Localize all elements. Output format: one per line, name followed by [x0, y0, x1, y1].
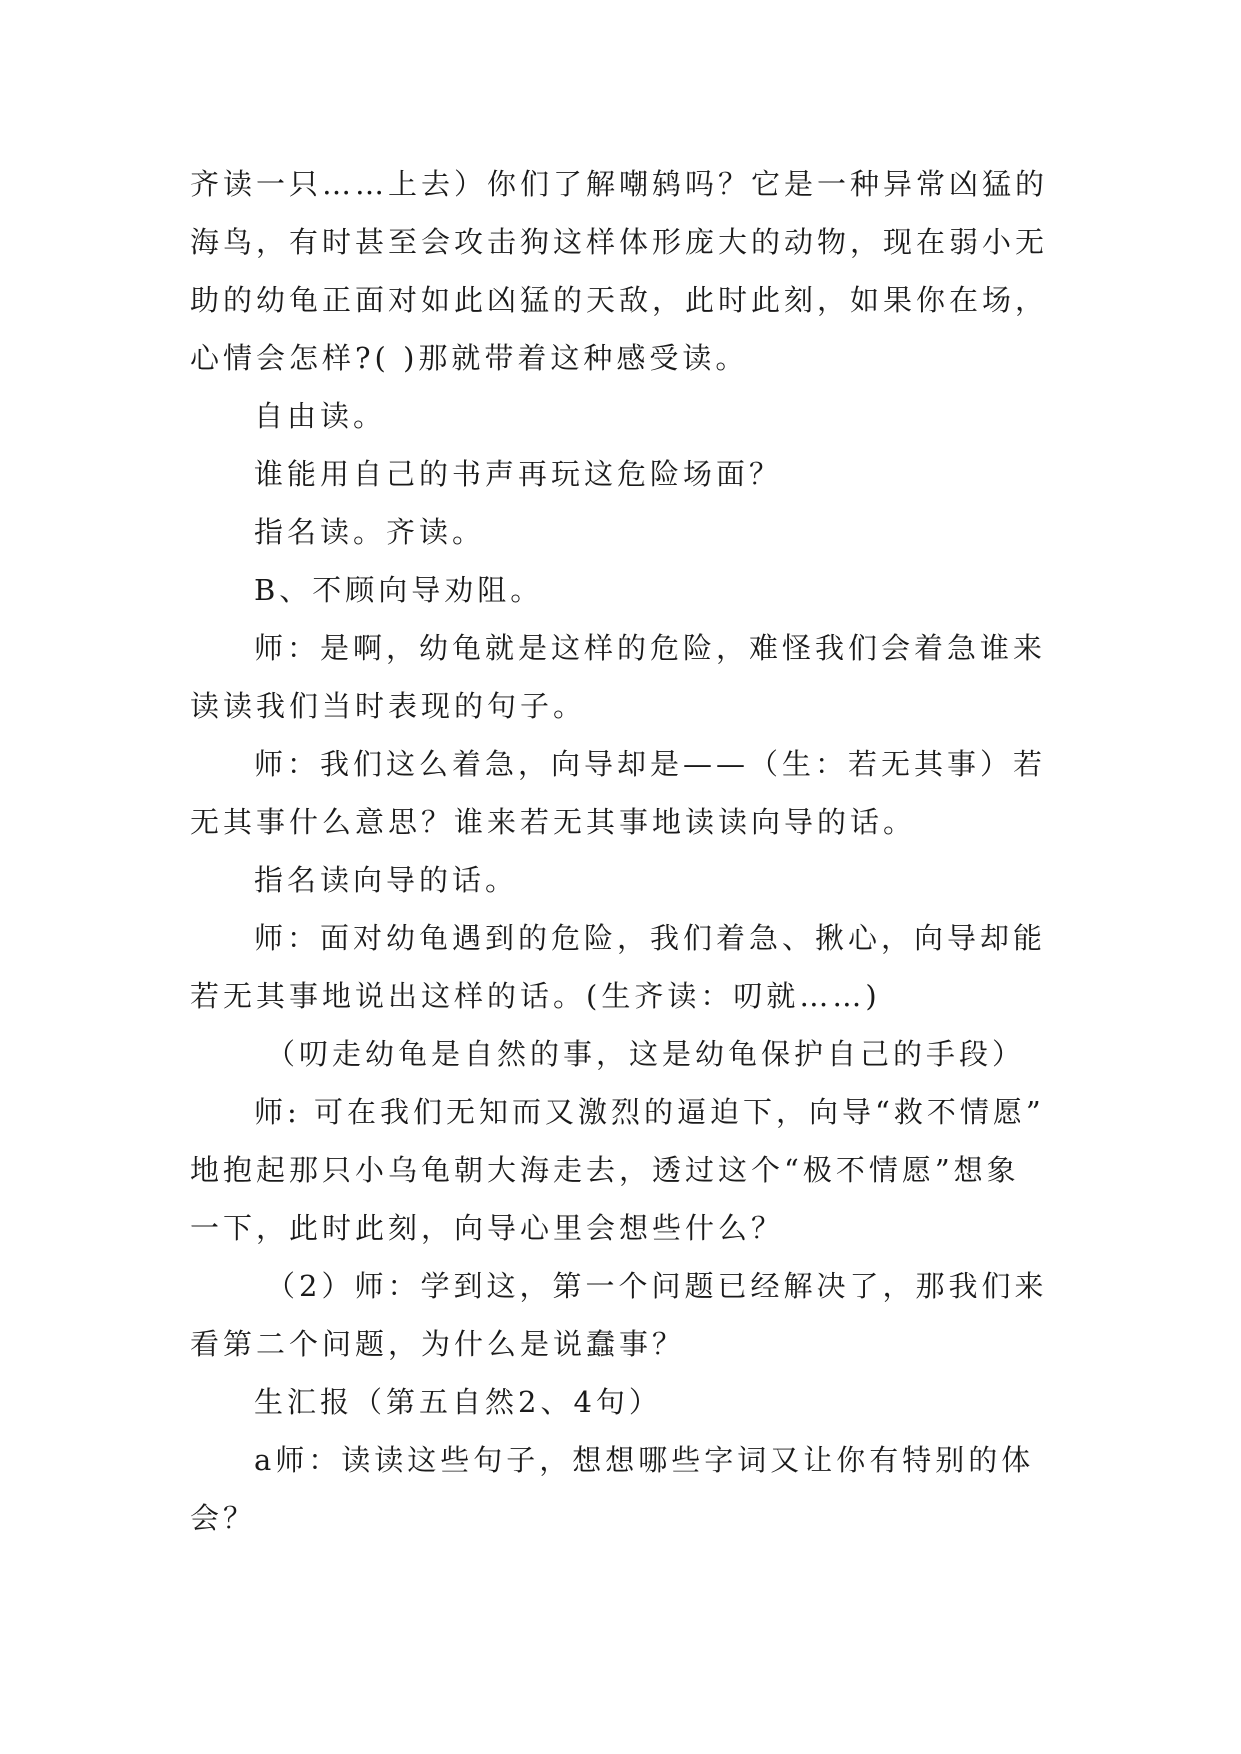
document-body [190, 155, 1060, 1547]
text-line: 地抱起那只小乌龟朝大海走去，透过这个“极不情愿”想象 [190, 1153, 1020, 1187]
paragraph-13 [190, 1373, 1060, 1431]
text-line: 齐读一只……上去）你们了解嘲鸫吗？它是一种异常凶猛的 [190, 167, 1049, 201]
text-line: 师：面对幼龟遇到的危险，我们着急、揪心，向导却能 [254, 921, 1047, 955]
text-line: 师：我们这么着急，向导却是——（生：若无其事）若 [254, 747, 1047, 781]
paragraph-12 [190, 1257, 1060, 1373]
text-line: 师: 可在我们无知而又激烈的逼迫下，向导“救不情愿” [254, 1095, 1045, 1129]
text-line: 读读我们当时表现的句子。 [190, 689, 587, 723]
paragraph-14 [190, 1431, 1060, 1547]
text-line: 指名读向导的话。 [254, 863, 519, 897]
paragraph-2 [190, 387, 1060, 445]
paragraph-9 [190, 909, 1060, 1025]
paragraph-6 [190, 619, 1060, 735]
paragraph-5 [190, 561, 1060, 619]
text-line: a师：读读这些句子，想想哪些字词又让你有特别的体 [254, 1443, 1035, 1477]
text-line: （叨走幼龟是自然的事，这是幼龟保护自己的手段） [266, 1037, 1026, 1071]
paragraph-3 [190, 445, 1060, 503]
paragraph-7 [190, 735, 1060, 851]
text-line: 心情会怎样?( )那就带着这种感受读。 [190, 341, 749, 375]
paragraph-10 [190, 1025, 1060, 1083]
text-line: 助的幼龟正面对如此凶猛的天敌，此时此刻，如果你在场， [190, 283, 1049, 317]
paragraph-1 [190, 155, 1060, 387]
text-line: 生汇报（第五自然2、4句） [254, 1385, 662, 1419]
paragraph-11 [190, 1083, 1060, 1257]
text-line: 若无其事地说出这样的话。(生齐读：叨就……) [190, 979, 881, 1013]
text-line: 海鸟，有时甚至会攻击狗这样体形庞大的动物，现在弱小无 [190, 225, 1049, 259]
text-line: 师：是啊，幼龟就是这样的危险，难怪我们会着急谁来 [254, 631, 1047, 665]
text-line: 一下，此时此刻，向导心里会想些什么？ [190, 1211, 785, 1245]
text-line: （2）师：学到这，第一个问题已经解决了，那我们来 [266, 1269, 1048, 1303]
paragraph-8 [190, 851, 1060, 909]
text-line: 会？ [190, 1501, 257, 1535]
paragraph-4 [190, 503, 1060, 561]
text-line: B、不顾向导劝阻。 [254, 573, 544, 607]
text-line: 谁能用自己的书声再玩这危险场面？ [254, 457, 783, 491]
text-line: 自由读。 [254, 399, 387, 433]
text-line: 看第二个问题，为什么是说蠢事？ [190, 1327, 686, 1361]
text-line: 无其事什么意思？谁来若无其事地读读向导的话。 [190, 805, 917, 839]
text-line: 指名读。齐读。 [254, 515, 486, 549]
